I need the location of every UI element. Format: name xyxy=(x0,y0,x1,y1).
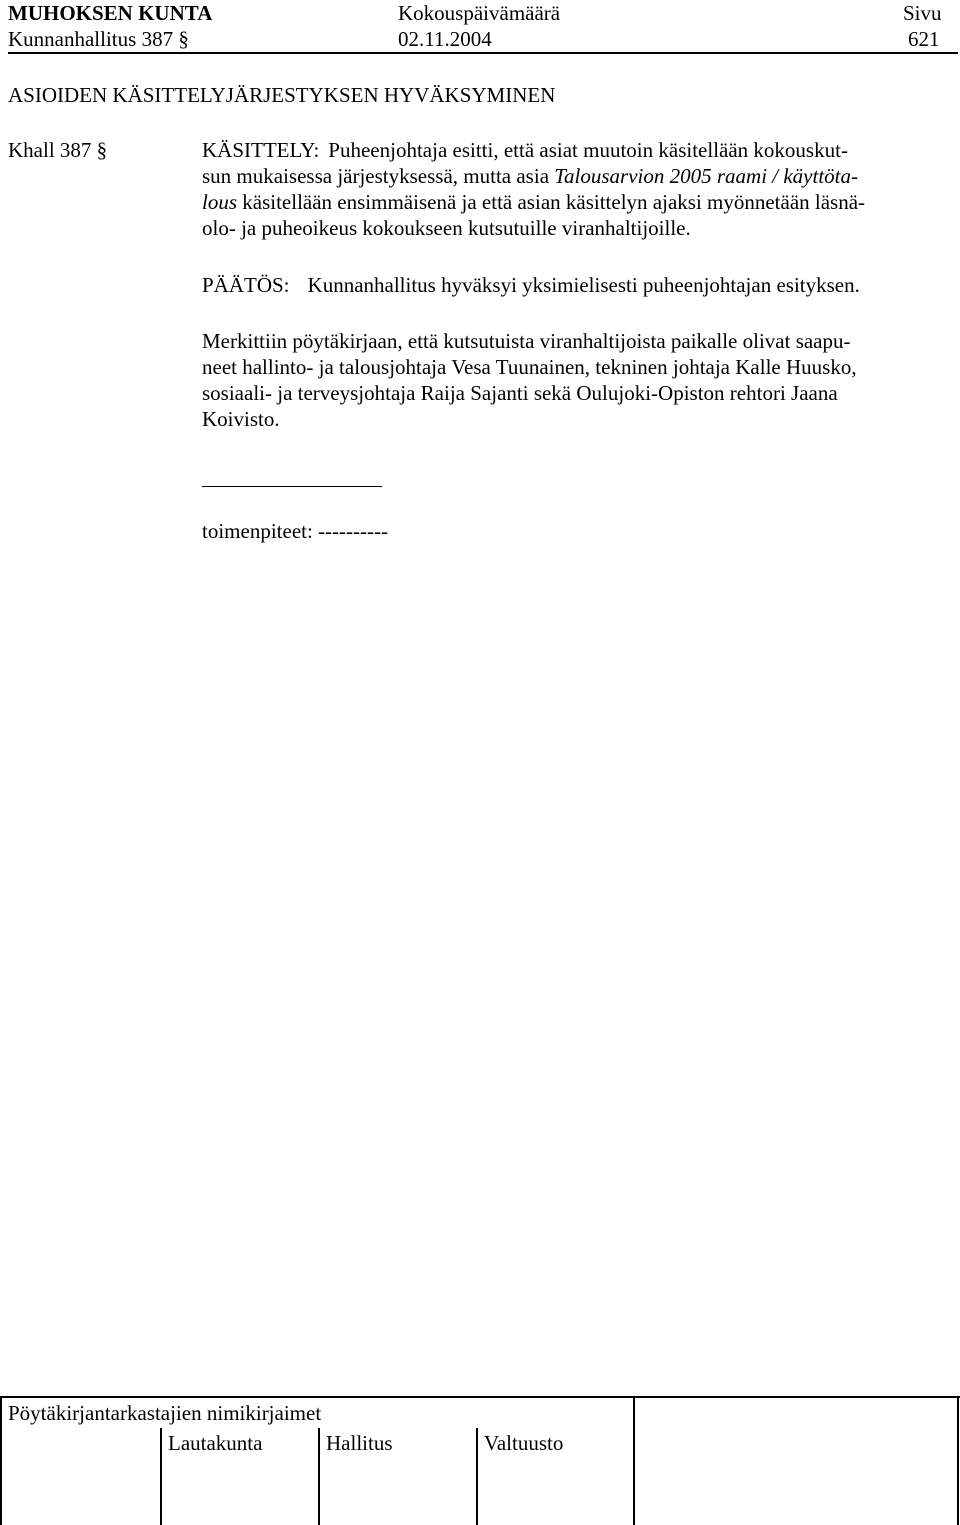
merkittiin-paragraph xyxy=(202,328,950,432)
kasittely-italic-text: lous xyxy=(202,190,238,214)
kasittely-line-1 xyxy=(202,137,950,163)
kasittely-line-2 xyxy=(202,163,950,189)
merkittiin-line-3: sosiaali- ja terveysjohtaja Raija Sajanti sekä Oulujoki-Opiston rehtori Jaana xyxy=(202,381,838,405)
paatos-line xyxy=(202,272,950,298)
footer-divider-1 xyxy=(633,1396,635,1525)
date-label: Kokouspäivämäärä xyxy=(398,1,561,25)
kasittely-text: käsitellään ensimmäisenä ja että asian käsittelyn ajaksi myönnetään läsnä- xyxy=(237,190,866,214)
body-section xyxy=(8,26,189,52)
kasittely-line-4: olo- ja puheoikeus kokoukseen kutsutuille viranhaltijoille. xyxy=(202,216,691,240)
page-label: Sivu xyxy=(903,1,942,25)
footer-column-valtuusto: Valtuusto xyxy=(484,1431,564,1455)
header-divider xyxy=(8,52,958,54)
paatos-label: PÄÄTÖS: xyxy=(202,273,290,297)
section-sign: § xyxy=(96,138,108,162)
page-title: ASIOIDEN KÄSITTELYJÄRJESTYKSEN HYVÄKSYMINEN xyxy=(8,83,556,107)
section-sign: § xyxy=(178,27,189,51)
footer-title: Pöytäkirjantarkastajien nimikirjaimet xyxy=(8,1401,322,1425)
kasittely-text: sun mukaisessa järjestyksessä, mutta asia xyxy=(202,164,555,188)
toimenpiteet: toimenpiteet: ---------- xyxy=(202,519,388,543)
kasittely-text: Puheenjohtaja esitti, että asiat muutoin käsitellään kokouskut- xyxy=(328,138,848,162)
kasittely-italic-text: Talousarvion 2005 raami / käyttöta- xyxy=(554,164,858,188)
kasittely-label: KÄSITTELY: xyxy=(202,138,320,162)
footer-left-border xyxy=(0,1396,2,1525)
merkittiin-line-4: Koivisto. xyxy=(202,407,280,431)
footer-divider-2 xyxy=(160,1428,162,1525)
footer-column-hallitus: Hallitus xyxy=(326,1431,393,1455)
merkittiin-line-2: neet hallinto- ja talousjohtaja Vesa Tuunainen, tekninen johtaja Kalle Huusko, xyxy=(202,355,857,379)
khall-label xyxy=(8,137,107,163)
merkittiin-line-1: Merkittiin pöytäkirjaan, että kutsutuista viranhaltijoista paikalle olivat saapu- xyxy=(202,329,851,353)
khall-number: Khall 387 xyxy=(8,138,92,162)
footer-top-rule xyxy=(0,1396,960,1398)
signature-rule xyxy=(202,486,382,487)
paatos-paragraph xyxy=(202,272,950,298)
municipality-name: MUHOKSEN KUNTA xyxy=(8,1,213,25)
kasittely-paragraph xyxy=(202,137,950,241)
paatos-text: Kunnanhallitus hyväksyi yksimielisesti puheenjohtajan esityksen. xyxy=(307,273,860,297)
meeting-date: 02.11.2004 xyxy=(398,27,492,51)
footer-column-lautakunta: Lautakunta xyxy=(168,1431,263,1455)
kasittely-line-3 xyxy=(202,189,950,215)
page-number: 621 xyxy=(908,27,940,51)
body-section-label: Kunnanhallitus 387 xyxy=(8,27,174,51)
footer-divider-3 xyxy=(318,1428,320,1525)
footer-divider-4 xyxy=(476,1428,478,1525)
footer-right-border xyxy=(957,1396,959,1525)
